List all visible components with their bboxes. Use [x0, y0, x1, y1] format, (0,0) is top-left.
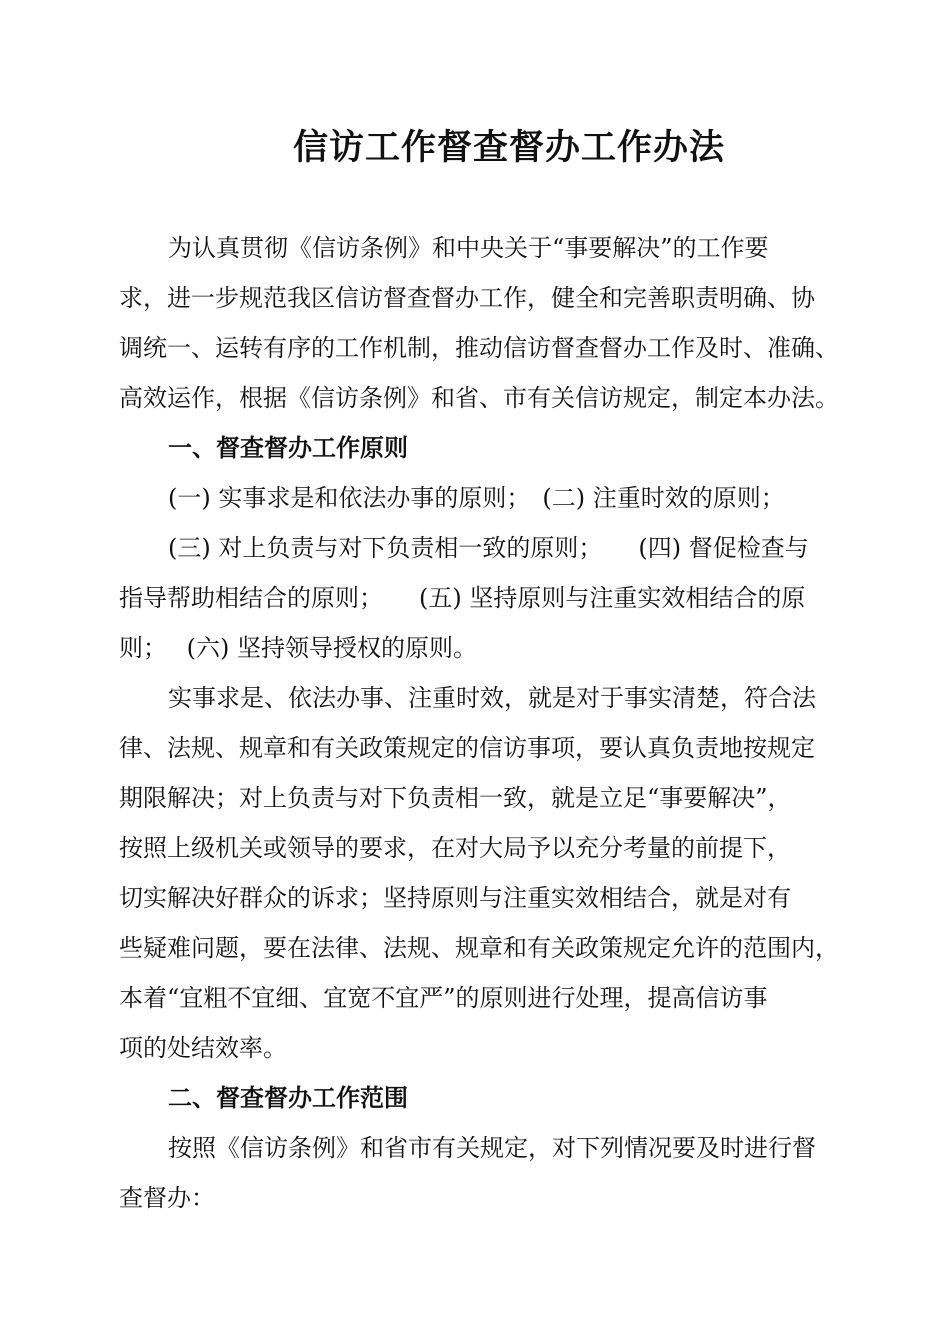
- paragraph-line: 期限解决；对上负责与对下负责相一致，就是立足“事要解决”，: [119, 784, 792, 812]
- paragraph-line: 项的处结效率。: [119, 1034, 287, 1062]
- section-heading-principles: 一、督查督办工作原则: [168, 433, 408, 462]
- paragraph-line: 实事求是、依法办事、注重时效，就是对于事实清楚，符合法: [168, 684, 816, 712]
- section-heading-scope: 二、督查督办工作范围: [168, 1083, 408, 1112]
- paragraph-line: 查督办：: [119, 1184, 215, 1212]
- paragraph-line: 高效运作，根据《信访条例》和省、市有关信访规定，制定本办法。: [119, 384, 839, 412]
- paragraph-line: (一) 实事求是和依法办事的原则； (二) 注重时效的原则；: [168, 484, 785, 512]
- paragraph-line: 求，进一步规范我区信访督查督办工作，健全和完善职责明确、协: [119, 284, 815, 312]
- paragraph-line: 为认真贯彻《信访条例》和中央关于“事要解决”的工作要: [168, 234, 769, 262]
- paragraph-line: 本着“宜粗不宜细、宜宽不宜严”的原则进行处理，提高信访事: [119, 984, 768, 1012]
- paragraph-line: 些疑难问题，要在法律、法规、规章和有关政策规定允许的范围内，: [119, 934, 839, 962]
- paragraph-line: 按照《信访条例》和省市有关规定，对下列情况要及时进行督: [168, 1134, 816, 1162]
- paragraph-line: 切实解决好群众的诉求；坚持原则与注重实效相结合，就是对有: [119, 884, 791, 912]
- paragraph-line: 律、法规、规章和有关政策规定的信访事项，要认真负责地按规定: [119, 734, 815, 762]
- paragraph-line: 则； (六) 坚持领导授权的原则。: [119, 634, 477, 662]
- paragraph-line: 按照上级机关或领导的要求，在对大局予以充分考量的前提下，: [119, 834, 791, 862]
- paragraph-line: (三) 对上负责与对下负责相一致的原则； (四) 督促检查与: [168, 534, 809, 562]
- paragraph-line: 调统一、运转有序的工作机制，推动信访督查督办工作及时、准确、: [119, 334, 839, 362]
- document-title: 信访工作督查督办工作办法: [292, 127, 725, 168]
- paragraph-line: 指导帮助相结合的原则； (五) 坚持原则与注重实效相结合的原: [119, 584, 806, 612]
